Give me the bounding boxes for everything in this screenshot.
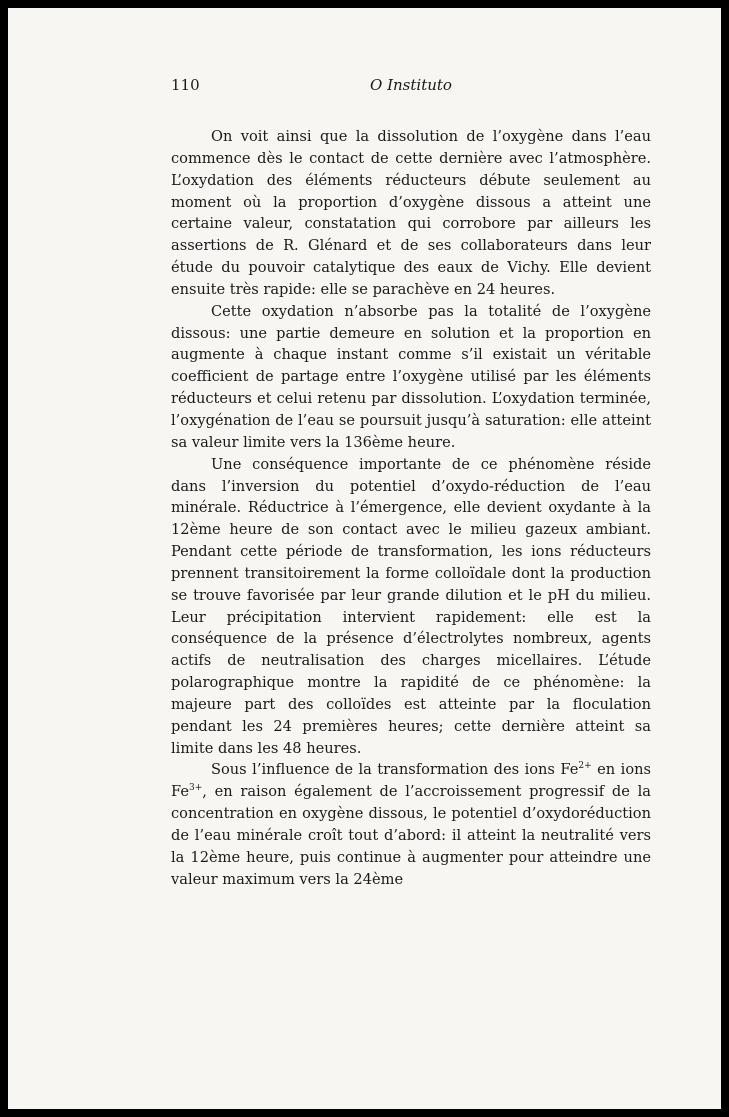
page bbox=[8, 8, 721, 1109]
paragraph-4-part-3: , en raison également de l’accroissement progressif de la concentration en oxygène dissous, le potentiel d’oxydoréduction de l’eau minérale croît tout d’abord: il atteint la neutralité vers la 12ème heure, puis continue à augmenter pour atteindre une valeur maximum vers la 24ème bbox=[171, 783, 651, 888]
paragraph-2: Cette oxydation n’absorbe pas la totalité de l’oxygène dissous: une partie demeure en solution et la proportion en augmente à chaque instant comme s’il existait un véritable coefficient de partage entre l’oxygène utilisé par les éléments réducteurs et celui retenu par dissolution. L’oxydation terminée, l’oxygénation de l’eau se poursuit jusqu’à saturation: elle atteint sa valeur limite vers la 136ème heure. bbox=[171, 302, 651, 451]
superscript-charge-2: 2+ bbox=[578, 761, 592, 772]
paragraph-4 bbox=[171, 759, 651, 890]
page-header bbox=[171, 76, 651, 100]
page-number: 110 bbox=[171, 76, 200, 94]
paragraph-3: Une conséquence importante de ce phénomène réside dans l’inversion du potentiel d’oxydo-réduction de l’eau minérale. Réductrice à l’émergence, elle devient oxydante à la 12ème heure de son contact avec le milieu gazeux ambiant. Pendant cette période de transformation, les ions réducteurs prennent transitoirement la forme colloïdale dont la production se trouve favorisée par leur grande dilution et le pH du milieu. Leur précipitation intervient rapidement: elle est la conséquence de la présence d’électrolytes nombreux, agents actifs de neutralisation des charges micellaires. L’étude polarographique montre la rapidité de ce phénomène: la majeure part des colloïdes est atteinte par la floculation pendant les 24 premières heures; cette dernière atteint sa limite dans les 48 heures. bbox=[171, 455, 651, 757]
superscript-charge-3: 3+ bbox=[188, 783, 203, 794]
paragraph-1: On voit ainsi que la dissolution de l’oxygène dans l’eau commence dès le contact de cette dernière avec l’atmosphère. L’oxydation des éléments réducteurs débute seulement au moment où la proportion d’oxygène dissous a atteint une certaine valeur, constatation qui corrobore par ailleurs les assertions de R. Glénard et de ses collaborateurs dans leur étude du pouvoir catalytique des eaux de Vichy. Elle devient ensuite très rapide: elle se parachève en 24 heures. bbox=[171, 128, 651, 298]
paragraph-4-part-1: Sous l’influence de la transformation des ions Fe bbox=[211, 761, 579, 779]
paragraph-4-part-2: en ions Fe bbox=[171, 761, 651, 801]
body-text bbox=[171, 126, 651, 891]
running-title: O Instituto bbox=[370, 76, 452, 94]
